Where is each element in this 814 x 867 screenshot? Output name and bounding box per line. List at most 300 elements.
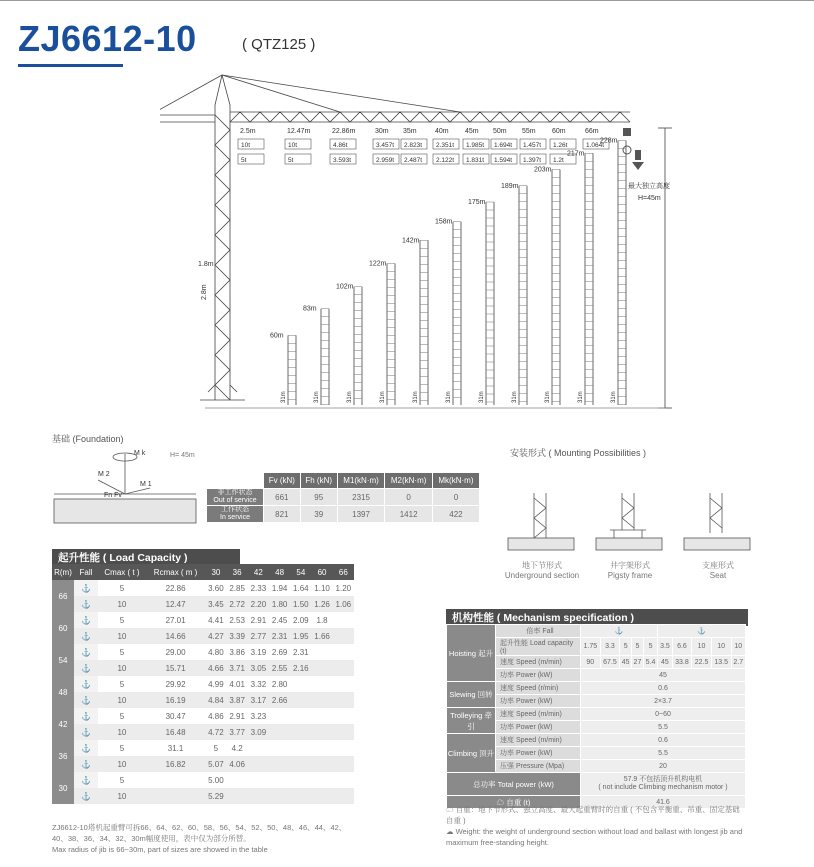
lc-cell xyxy=(290,708,311,724)
lc-cell xyxy=(269,756,290,772)
load-label: 2.823t xyxy=(404,142,423,149)
lc-cell: 4.41 xyxy=(208,615,224,625)
lc-cell xyxy=(227,772,248,788)
lc-cell xyxy=(269,772,290,788)
lc-cell xyxy=(269,724,290,740)
mounting-label: 安装形式 ( Mounting Possibilities ) xyxy=(510,448,647,458)
fall-4-icon: ⚓ xyxy=(74,756,98,772)
jib-radius-label: 40m xyxy=(435,128,449,135)
lc-cell xyxy=(333,676,354,692)
mech-slewing: Slewing 回转 xyxy=(447,682,496,708)
mech-fall-label: 倍率 Fall xyxy=(496,625,581,638)
tower-height-label: 122m xyxy=(369,260,387,268)
foundation-table xyxy=(206,472,480,523)
mech-cell: 3.5 xyxy=(658,638,672,656)
climb-power-label: 功率 Power (kW) xyxy=(496,747,581,760)
lc-radius: 54 xyxy=(52,644,74,676)
mech-power-label: 功率 Power (kW) xyxy=(496,669,581,682)
jib-radius-label: 12.47m xyxy=(287,128,311,135)
page-title: ZJ6612-10 xyxy=(18,18,197,59)
tower-config xyxy=(270,332,296,405)
lc-cell: 2.66 xyxy=(269,692,290,708)
lc-row xyxy=(52,724,354,740)
lc-radius: 30 xyxy=(52,772,74,804)
lc-cell xyxy=(248,740,269,756)
mech-cell: 33.8 xyxy=(672,656,692,669)
lc-cell xyxy=(333,660,354,676)
lc-cell xyxy=(290,772,311,788)
lc-cell: 10 xyxy=(98,596,146,612)
load-label: 10t xyxy=(241,142,251,149)
lc-cell xyxy=(333,644,354,660)
mount-underground xyxy=(508,493,574,550)
load-label: 1.26t xyxy=(553,142,568,149)
lc-row xyxy=(52,676,354,692)
lc-cell xyxy=(248,772,269,788)
fall-4-icon: ⚓ xyxy=(74,788,98,804)
load-label: 3.457t xyxy=(376,142,395,149)
lc-cell xyxy=(333,724,354,740)
ft-cell: 1397 xyxy=(337,506,385,523)
load-label: 1.694t xyxy=(494,142,513,149)
lc-cell: 3.09 xyxy=(248,724,269,740)
tower-height-configs xyxy=(270,138,626,405)
lc-header: Fall xyxy=(74,564,98,580)
lc-cell xyxy=(311,692,332,708)
lc-cell: 2.72 xyxy=(227,596,248,612)
title-underline xyxy=(18,64,123,67)
lc-cell: 2.20 xyxy=(248,596,269,612)
lc-cell xyxy=(311,772,332,788)
tower-height-label: 158m xyxy=(435,218,453,226)
tower-config xyxy=(534,167,560,405)
lc-cell: 16.48 xyxy=(146,724,205,740)
lc-row xyxy=(52,756,354,772)
mechanism-table xyxy=(446,624,746,809)
jib-radius-label: 35m xyxy=(403,128,417,135)
fall-4-icon: ⚓ xyxy=(658,625,746,638)
lc-cell: 4.99 xyxy=(208,679,224,689)
mech-cell: 13.5 xyxy=(711,656,731,669)
lc-row xyxy=(52,580,354,596)
lc-header: 42 xyxy=(248,564,269,580)
ft-cell: 2315 xyxy=(337,489,385,506)
lc-cell xyxy=(333,772,354,788)
lc-cell xyxy=(269,740,290,756)
load-label: 5t xyxy=(288,157,294,164)
load-label: 5t xyxy=(241,157,247,164)
lc-cell: 2.55 xyxy=(269,660,290,676)
jib-load-labels xyxy=(238,139,609,164)
max-height: H=45m xyxy=(638,195,661,202)
load-label: 2.351t xyxy=(436,142,455,149)
tower-height-label: 83m xyxy=(303,305,317,313)
lc-radius: 60 xyxy=(52,612,74,644)
ft-h-fv: Fv (kN) xyxy=(264,473,301,489)
tower-config xyxy=(435,219,461,405)
lc-cell xyxy=(146,788,205,804)
lc-cell xyxy=(311,660,332,676)
lc-row xyxy=(52,740,354,756)
lc-row xyxy=(52,612,354,628)
tower-base-label: 31m xyxy=(611,391,617,403)
mk-label: M k xyxy=(134,450,146,457)
lc-cell: 4.01 xyxy=(229,679,245,689)
tower-config xyxy=(501,183,527,405)
mech-cell: 6.6 xyxy=(672,638,692,656)
jib-radius-label: 66m xyxy=(585,128,599,135)
lc-cell xyxy=(311,708,332,724)
tower-config xyxy=(369,260,395,405)
lc-cell: 10 xyxy=(98,660,146,676)
lc-radius: 66 xyxy=(52,580,74,612)
jib-radius-label: 55m xyxy=(522,128,536,135)
load-label: 1.831t xyxy=(466,157,485,164)
lc-row xyxy=(52,628,354,644)
jib-radius-label: 2.5m xyxy=(240,128,256,135)
top-rule xyxy=(0,0,814,1)
lc-cell: 3.39 xyxy=(227,628,248,644)
lc-cell xyxy=(227,788,248,804)
lc-cell: 3.77 xyxy=(227,724,248,740)
mech-cell: 67.5 xyxy=(600,656,620,669)
tower-height-label: 60m xyxy=(270,332,284,340)
lc-cell: 5 xyxy=(119,647,125,657)
lc-cell: 1.20 xyxy=(335,583,352,593)
lc-cell: 15.71 xyxy=(146,660,205,676)
lc-cell: 4.66 xyxy=(205,660,226,676)
tower-base-label: 31m xyxy=(479,391,485,403)
total-power-label: 总功率 Total power (kW) xyxy=(447,773,581,796)
load-label: 3.593t xyxy=(333,157,352,164)
lc-cell: 5 xyxy=(119,679,125,689)
load-label: 1.594t xyxy=(494,157,513,164)
fall-4-icon: ⚓ xyxy=(74,724,98,740)
lc-cell xyxy=(311,724,332,740)
lc-cell: 4.27 xyxy=(205,628,226,644)
lc-cell: 30.47 xyxy=(165,711,186,721)
lc-cell: 2.80 xyxy=(271,679,288,689)
foundation-label: 基础 (Foundation) xyxy=(52,434,124,444)
climb-pressure-label: 压强 Pressure (Mpa) xyxy=(496,760,581,773)
lc-cell: 3.87 xyxy=(227,692,248,708)
mech-cell: 45 xyxy=(620,656,632,669)
slew-speed-label: 速度 Speed (r/min) xyxy=(496,682,581,695)
load-label: 2.122t xyxy=(436,157,455,164)
fn-fv-label: Fn Fv xyxy=(104,492,122,499)
ft-cell: 0 xyxy=(385,489,433,506)
tower-base-label: 31m xyxy=(545,391,551,403)
lc-cell: 10 xyxy=(98,628,146,644)
mech-cell: 3.3 xyxy=(600,638,620,656)
fall-2-icon: ⚓ xyxy=(74,580,98,596)
lc-cell: 5 xyxy=(213,743,219,753)
lc-cell: 16.82 xyxy=(146,756,205,772)
lc-cell: 1.66 xyxy=(311,628,332,644)
load-label: 1.457t xyxy=(523,142,542,149)
mech-cell: 27 xyxy=(632,656,644,669)
mount-seat xyxy=(684,493,750,550)
mech-speed-label: 速度 Speed (m/min) xyxy=(496,656,581,669)
tower-base-label: 31m xyxy=(446,391,452,403)
lc-cell xyxy=(333,756,354,772)
mech-hoist-power: 45 xyxy=(581,669,746,682)
weight-value: 41.6 xyxy=(581,796,746,809)
lc-cell: 2.45 xyxy=(271,615,288,625)
tower-height-label: 228m xyxy=(600,137,618,145)
lc-cell xyxy=(333,788,354,804)
lc-header: 66 xyxy=(333,564,354,580)
lc-cell xyxy=(290,724,311,740)
lc-cell: 14.66 xyxy=(146,628,205,644)
lc-cell xyxy=(333,708,354,724)
ft-row-out: 非工作状态 Out of service xyxy=(207,489,264,506)
lc-row xyxy=(52,708,354,724)
mount-item-3: 支座形式 Seat xyxy=(702,561,734,580)
ft-h-m2: M2(kN·m) xyxy=(385,473,433,489)
lc-cell: 5 xyxy=(119,583,125,593)
lc-row xyxy=(52,788,354,804)
lc-cell xyxy=(333,692,354,708)
climb-pressure: 20 xyxy=(581,760,746,773)
mech-cell: 5 xyxy=(643,638,657,656)
lc-cell: 1.94 xyxy=(271,583,288,593)
ft-cell: 821 xyxy=(264,506,301,523)
lc-cell: 4.2 xyxy=(231,743,243,753)
lc-cell: 22.86 xyxy=(165,583,186,593)
jib-radius-label: 22.86m xyxy=(332,128,356,135)
fall-4-icon: ⚓ xyxy=(74,596,98,612)
fall-2-icon: ⚓ xyxy=(74,644,98,660)
tower-height-label: 175m xyxy=(468,199,486,206)
jib-radius-label: 30m xyxy=(375,128,389,135)
lc-cell xyxy=(311,756,332,772)
lc-row xyxy=(52,660,354,676)
load-capacity-table xyxy=(52,564,354,804)
lc-header: 30 xyxy=(205,564,226,580)
lc-cell: 2.85 xyxy=(229,583,245,593)
lc-cell xyxy=(290,740,311,756)
ft-h-fh: Fh (kN) xyxy=(300,473,337,489)
ft-row-in: 工作状态 In service xyxy=(207,506,264,523)
lc-cell: 5.00 xyxy=(208,775,224,785)
fall-2-icon: ⚓ xyxy=(74,676,98,692)
tower-base-label: 31m xyxy=(512,391,518,403)
climb-speed: 0.6 xyxy=(581,734,746,747)
lc-cell: 12.47 xyxy=(146,596,205,612)
load-label: 10t xyxy=(288,142,298,149)
mech-cell: 2.7 xyxy=(731,656,746,669)
m2-label: M 2 xyxy=(98,471,110,478)
jib-radius-label: 60m xyxy=(552,128,566,135)
lc-cell: 2.77 xyxy=(248,628,269,644)
mounting-diagrams xyxy=(500,488,760,558)
lc-cell xyxy=(248,788,269,804)
mount-pigsty xyxy=(596,493,662,550)
tower-height-label: 142m xyxy=(402,237,420,245)
m1-label: M 1 xyxy=(140,481,152,488)
lc-cell: 16.19 xyxy=(146,692,205,708)
slew-power-label: 功率 Power (kW) xyxy=(496,695,581,708)
weight-label: ☁ 自重 (t) xyxy=(447,796,581,809)
lc-cell: 5 xyxy=(119,615,125,625)
lc-cell: 1.06 xyxy=(333,596,354,612)
lc-cell: 4.72 xyxy=(205,724,226,740)
lc-cell: 2.09 xyxy=(293,615,309,625)
ft-cell: 661 xyxy=(264,489,301,506)
lc-cell: 27.01 xyxy=(165,615,186,625)
lc-cell: 1.8 xyxy=(316,615,328,625)
trol-power: 5.5 xyxy=(581,721,746,734)
lc-cell xyxy=(333,740,354,756)
fall-2-icon: ⚓ xyxy=(74,708,98,724)
tower-config xyxy=(600,138,626,405)
tower-config xyxy=(468,199,494,405)
load-note: ZJ6612-10塔机起重臂可拆66、64、62、60、58、56、54、52、50、48、46、44、42、40、38、36、34、32、30m幅度使用，表中仅为部分所替。 Max radius of jib is 66~30m, part of sizes are showed in the table xyxy=(52,823,347,854)
lc-cell: 3.05 xyxy=(248,660,269,676)
lc-cell xyxy=(248,756,269,772)
lc-cell: 4.84 xyxy=(205,692,226,708)
mech-cell: 5.4 xyxy=(643,656,657,669)
mech-cell: 90 xyxy=(581,656,601,669)
lc-cell xyxy=(311,740,332,756)
ft-h-m1: M1(kN·m) xyxy=(337,473,385,489)
lc-cell xyxy=(290,676,311,692)
slew-power: 2×3.7 xyxy=(581,695,746,708)
mount-item-1: 地下节形式 Underground section xyxy=(504,561,580,580)
lc-header: Cmax ( t ) xyxy=(98,564,146,580)
lc-cell: 10 xyxy=(98,756,146,772)
lc-header: Rcmax ( m ) xyxy=(146,564,205,580)
lc-cell xyxy=(311,788,332,804)
tower-base-label: 31m xyxy=(413,391,419,403)
mech-cell: 1.75 xyxy=(581,638,601,656)
foundation-height: H= 45m xyxy=(170,452,195,459)
lc-row xyxy=(52,692,354,708)
mech-cell: 22.5 xyxy=(692,656,712,669)
mech-cell: 10 xyxy=(731,638,746,656)
tower-config xyxy=(336,284,362,405)
lc-row xyxy=(52,772,354,788)
lc-cell: 3.32 xyxy=(250,679,267,689)
fall-2-icon: ⚓ xyxy=(74,772,98,788)
lc-cell: 29.92 xyxy=(165,679,186,689)
load-label: 2.959t xyxy=(376,157,395,164)
trol-speed: 0~60 xyxy=(581,708,746,721)
lc-cell xyxy=(333,628,354,644)
load-capacity-title: 起升性能 ( Load Capacity ) xyxy=(52,549,240,566)
lc-cell xyxy=(290,788,311,804)
lc-header: 36 xyxy=(227,564,248,580)
mechanism-note: ☁ 自重：地下节形式、独立高度、最大起重臂时的自重 ( 不包含平衡重、吊重、固定基础自重 ) ☁ Weight: the weight of underground section without load and ballast with longest jib and maximum free-standing height. xyxy=(446,805,743,847)
lc-cell: 1.80 xyxy=(269,596,290,612)
lc-cell xyxy=(269,708,290,724)
mech-cell: 10 xyxy=(692,638,712,656)
tower-height-label: 217m xyxy=(567,150,585,158)
lc-cell: 3.45 xyxy=(205,596,226,612)
lc-cell: 3.60 xyxy=(208,583,224,593)
mech-trolleying: Trolleying 牵引 xyxy=(447,708,496,734)
lc-cell: 10 xyxy=(98,724,146,740)
load-label: 1.2t xyxy=(553,157,564,164)
ft-cell: 422 xyxy=(432,506,479,523)
max-height-cn: 最大独立高度 xyxy=(628,183,670,190)
tower-base-label: 31m xyxy=(347,391,353,403)
lc-cell: 31.1 xyxy=(167,743,184,753)
load-label: 1.985t xyxy=(466,142,485,149)
lc-cell: 5 xyxy=(119,711,125,721)
mech-load-label: 起升性能 Load capacity (t) xyxy=(496,638,581,656)
mech-hoisting: Hoisting 起升 xyxy=(447,625,496,682)
mech-climbing: Climbing 顶升 xyxy=(447,734,496,773)
tower-height-label: 189m xyxy=(501,182,519,190)
tower-base-label: 31m xyxy=(380,391,386,403)
ft-h-mk: Mk(kN·m) xyxy=(432,473,479,489)
jib-radius-label: 50m xyxy=(493,128,507,135)
trol-speed-label: 速度 Speed (m/min) xyxy=(496,708,581,721)
lc-cell: 2.16 xyxy=(290,660,311,676)
lc-cell: 2.69 xyxy=(271,647,288,657)
lc-radius: 42 xyxy=(52,708,74,740)
fall-2-icon: ⚓ xyxy=(581,625,658,638)
dim-2-8: 2.8m xyxy=(201,284,208,300)
ft-cell: 39 xyxy=(300,506,337,523)
weight-note-icon: ☁ xyxy=(446,827,456,836)
lc-cell: 1.26 xyxy=(311,596,332,612)
ft-cell: 1412 xyxy=(385,506,433,523)
lc-cell: 4.86 xyxy=(208,711,224,721)
tower-base-label: 31m xyxy=(314,391,320,403)
lc-cell: 1.64 xyxy=(293,583,309,593)
slew-speed: 0.6 xyxy=(581,682,746,695)
load-label: 4.86t xyxy=(333,142,348,149)
fall-2-icon: ⚓ xyxy=(74,612,98,628)
page-subtitle: ( QTZ125 ) xyxy=(242,36,316,53)
mech-cell: 5 xyxy=(620,638,632,656)
fall-4-icon: ⚓ xyxy=(74,628,98,644)
lc-cell: 1.50 xyxy=(290,596,311,612)
mech-cell: 5 xyxy=(632,638,644,656)
lc-cell: 1.95 xyxy=(290,628,311,644)
lc-cell xyxy=(290,756,311,772)
dim-1-8: 1.8m xyxy=(198,261,214,268)
lc-cell: 2.91 xyxy=(229,711,245,721)
ft-cell: 0 xyxy=(432,489,479,506)
lc-radius: 36 xyxy=(52,740,74,772)
lc-cell: 10 xyxy=(98,692,146,708)
fall-2-icon: ⚓ xyxy=(74,740,98,756)
load-label: 2.487t xyxy=(404,157,423,164)
lc-cell: 2.31 xyxy=(293,647,309,657)
lc-cell: 10 xyxy=(98,788,146,804)
lc-cell: 4.80 xyxy=(208,647,224,657)
lc-radius: 48 xyxy=(52,676,74,708)
lc-header: 54 xyxy=(290,564,311,580)
jib-radius-labels xyxy=(240,128,599,135)
climb-power: 5.5 xyxy=(581,747,746,760)
tower-config xyxy=(402,237,428,405)
lc-cell: 1.10 xyxy=(314,583,330,593)
tower-config xyxy=(303,306,329,405)
lc-header: R(m) xyxy=(52,564,74,580)
lc-cell: 5 xyxy=(119,775,125,785)
lc-header: 60 xyxy=(311,564,332,580)
trol-power-label: 功率 Power (kW) xyxy=(496,721,581,734)
lc-cell xyxy=(146,772,205,788)
mechanism-title: 机构性能 ( Mechanism specification ) xyxy=(446,609,748,626)
jib-radius-label: 45m xyxy=(465,128,479,135)
lc-cell: 3.17 xyxy=(248,692,269,708)
